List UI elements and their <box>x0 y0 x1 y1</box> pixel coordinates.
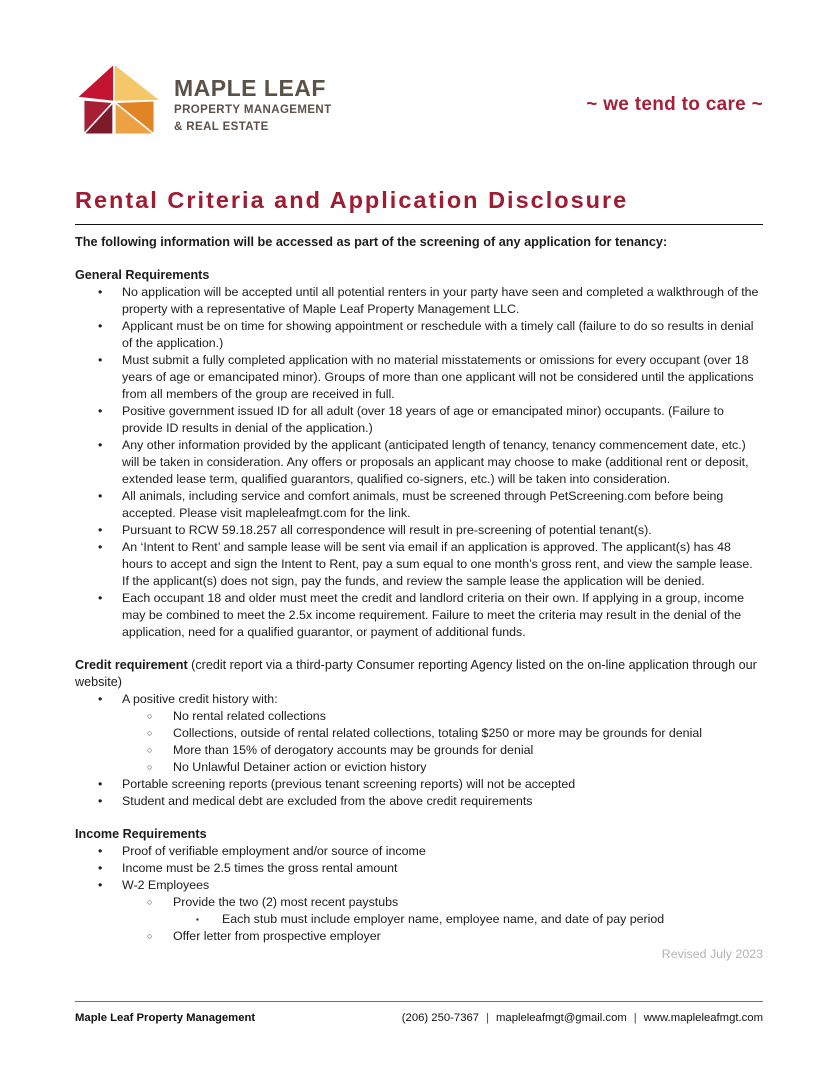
section-heading: Credit requirement (credit report via a third-party Consumer reporting Agency listed on the on-line application through our website) <box>75 658 757 690</box>
bullet-glyph: ○ <box>147 897 153 908</box>
list-item <box>75 539 763 590</box>
bullet-glyph: • <box>98 438 103 453</box>
bullet-glyph: • <box>98 285 103 300</box>
footer-contact <box>402 1010 763 1027</box>
list-item-text: A positive credit history with: <box>122 692 278 707</box>
bullet-glyph: • <box>98 523 103 538</box>
bullet-glyph: ○ <box>147 762 153 773</box>
list-item <box>75 860 763 877</box>
bullet-glyph: • <box>98 861 103 876</box>
list-item <box>75 759 763 776</box>
list-item-text: Must submit a fully completed application with no material misstatements or omissions for every occupant (over 18 years of age or emancipated minor). Groups of more than one applicant will not be considered until the applications from all members of the group are received in full. <box>122 353 754 402</box>
company-tagline: ~ we tend to care ~ <box>586 94 763 115</box>
section-general-requirements <box>75 267 763 641</box>
list-item <box>75 843 763 860</box>
list-item <box>75 488 763 522</box>
list-item-text: No rental related collections <box>173 709 326 724</box>
footer-phone: (206) 250-7367 <box>401 1012 480 1024</box>
list-item <box>75 437 763 488</box>
footer-separator: | <box>633 1012 637 1024</box>
bullet-glyph: • <box>98 878 103 893</box>
brand-line2: PROPERTY MANAGEMENT <box>174 104 332 116</box>
revised-note: Revised July 2023 <box>661 947 763 962</box>
list-item-text: Collections, outside of rental related collections, totaling $250 or more may be grounds for denial <box>173 726 702 741</box>
list-item-text: W-2 Employees <box>122 878 210 893</box>
bullet-glyph: ○ <box>147 931 153 942</box>
list-item <box>75 793 763 810</box>
list-item-text: Each occupant 18 and older must meet the credit and landlord criteria on their own. If applying in a group, income may be combined to meet the 2.5x income requirement. Failure to meet the criteria may result in the denial of the application, need for a qualified guarantor, or payment of additional funds. <box>122 591 744 640</box>
list-item-text: No Unlawful Detainer action or eviction history <box>173 760 427 775</box>
bullet-glyph: • <box>98 794 103 809</box>
title-divider <box>75 224 763 225</box>
list-item-text: Offer letter from prospective employer <box>173 929 381 944</box>
list-item <box>75 590 763 641</box>
list-item <box>75 284 763 318</box>
list-item <box>75 708 763 725</box>
list-item-text: Proof of verifiable employment and/or source of income <box>122 844 426 859</box>
logo-text <box>174 77 332 136</box>
bullet-glyph: • <box>98 692 103 707</box>
list-item-text: Each stub must include employer name, employee name, and date of pay period <box>222 912 665 927</box>
bullet-glyph: • <box>98 404 103 419</box>
brand-line3: & REAL ESTATE <box>174 121 269 134</box>
footer-separator: | <box>486 1012 489 1024</box>
list-item <box>75 522 763 539</box>
footer-email: mapleleafmgt@gmail.com <box>496 1012 627 1024</box>
footer-website: www.mapleleafmgt.com <box>643 1012 763 1024</box>
bullet-glyph: • <box>98 489 103 504</box>
company-logo <box>75 62 332 136</box>
list-item <box>75 691 763 708</box>
page-title: Rental Criteria and Application Disclosure <box>75 187 629 213</box>
bullet-glyph: ○ <box>147 728 153 739</box>
list-item <box>75 776 763 793</box>
section-income-requirements <box>75 826 763 945</box>
list-item <box>75 318 763 352</box>
bullet-glyph: • <box>98 353 103 368</box>
bullet-glyph: ○ <box>147 745 153 756</box>
list-item <box>75 403 763 437</box>
list-item-text: Provide the two (2) most recent paystubs <box>173 895 399 910</box>
list-item <box>75 352 763 403</box>
list-item <box>75 894 763 911</box>
list-item-text: Pursuant to RCW 59.18.257 all correspondence will result in pre-screening of potential tenant(s). <box>122 523 652 538</box>
bullet-glyph: • <box>98 844 103 859</box>
section-heading: Income Requirements <box>75 827 207 842</box>
bullet-glyph: • <box>98 591 103 606</box>
list-item-text: Positive government issued ID for all adult (over 18 years of age or emancipated minor) occupants. (Failure to provide ID results in denial of the application.) <box>122 404 724 436</box>
list-item <box>75 877 763 894</box>
document-footer <box>75 1001 763 1027</box>
intro-statement: The following information will be accessed as part of the screening of any application for tenancy: <box>75 235 668 250</box>
document-header <box>75 0 763 136</box>
list-item-text: An ‘Intent to Rent’ and sample lease will be sent via email if an application is approved. The applicant(s) has 48 hours to accept and sign the Intent to Rent, pay a sum equal to one month’s gross rent, and view the sample lease. If the applicant(s) does not sign, pay the funds, and review the sample lease the application will be denied. <box>122 540 753 589</box>
bullet-glyph: • <box>98 777 103 792</box>
list-item-text: More than 15% of derogatory accounts may be grounds for denial <box>173 743 534 758</box>
list-item-text: Student and medical debt are excluded from the above credit requirements <box>122 794 533 809</box>
bullet-glyph: • <box>98 319 103 334</box>
footer-company: Maple Leaf Property Management <box>75 1012 256 1024</box>
bullet-glyph: ○ <box>147 711 153 722</box>
list-item <box>75 911 763 928</box>
brand-name: MAPLE LEAF <box>174 75 326 101</box>
bullet-glyph: ▪ <box>196 915 199 925</box>
list-item-text: Portable screening reports (previous tenant screening reports) will not be accepted <box>122 777 576 792</box>
list-item-text: All animals, including service and comfort animals, must be screened through PetScreening.com before being accepted. Please visit mapleleafmgt.com for the link. <box>122 489 724 521</box>
list-item-text: Income must be 2.5 times the gross rental amount <box>122 861 398 876</box>
section-heading: General Requirements <box>75 268 210 283</box>
list-item <box>75 725 763 742</box>
list-item-text: Applicant must be on time for showing appointment or reschedule with a timely call (failure to do so results in denial of the application.) <box>122 319 754 351</box>
bullet-glyph: • <box>98 540 103 555</box>
section-credit-requirement <box>75 657 763 810</box>
list-item <box>75 742 763 759</box>
maple-leaf-house-icon <box>75 62 163 136</box>
list-item-text: Any other information provided by the applicant (anticipated length of tenancy, tenancy commencement date, etc.) will be taken in consideration. Any offers or proposals an applicant may choose to make (additional rent or deposit, extended lease term, qualified guarantors, qualified co-signers, etc.) will be taken into consideration. <box>122 438 749 487</box>
list-item-text: No application will be accepted until all potential renters in your party have seen and completed a walkthrough of the property with a representative of Maple Leaf Property Management LLC. <box>122 285 759 317</box>
sections-container <box>75 267 763 945</box>
list-item <box>75 928 763 945</box>
